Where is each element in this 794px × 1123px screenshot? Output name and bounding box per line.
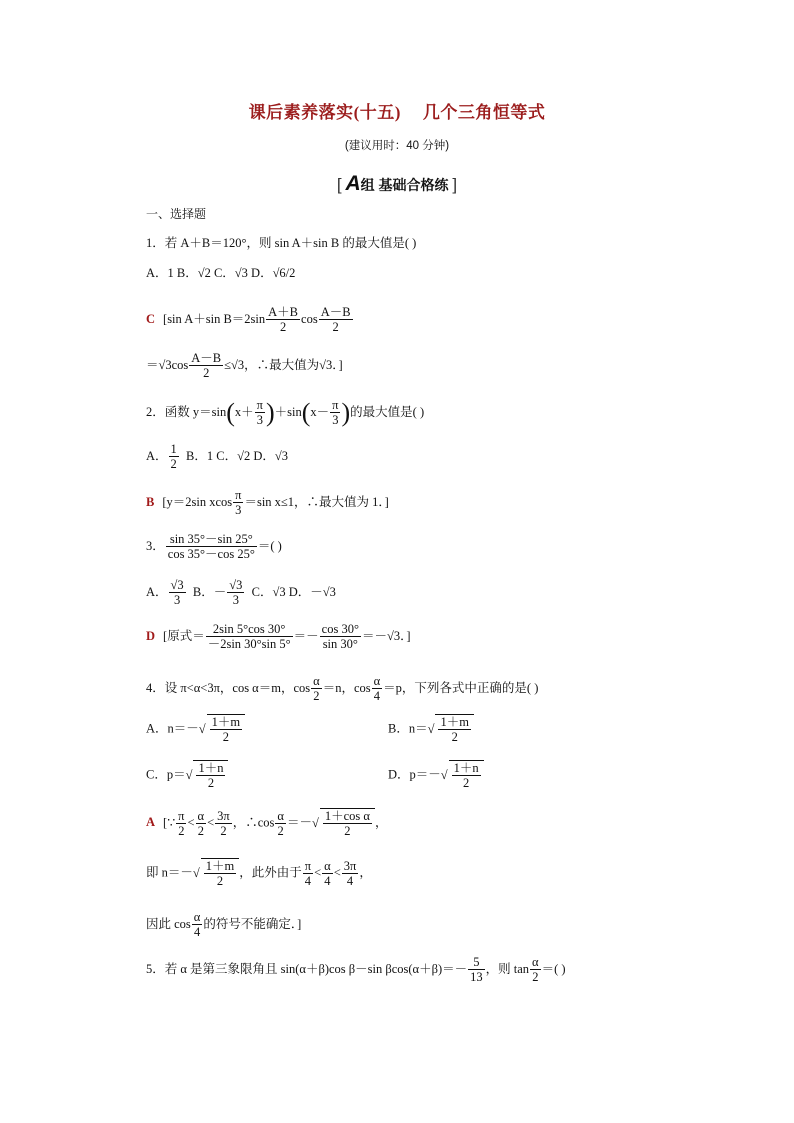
q1-solution-line1: C [sin A＋sin B＝2sin $\frac{A+B}{2}$ cos $\frac{A-B}{2}$ (146, 305, 351, 335)
q4-stem: 4．设 π<α<3π，cos α＝m，cos $\frac{\alpha}{2}$ ＝n，cos $\frac{\alpha}{4}$ ＝p，下列各式中正确的是( ) (146, 674, 539, 704)
fraction: $\frac{√3}{3}$ (170, 578, 184, 608)
q4-solution-line1: A [∵ $\frac{\pi}{2}$ < $\frac{\alpha}{2}$ < $\frac{3\pi}{2}$ ，∴cos $\frac{\alpha}{2}$ ＝－√ $\frac{\text{1＋cos α}}{2}$ ， (146, 808, 388, 839)
q2-stem: 2．函数 y＝sin(x＋ $\frac{\pi}{3}$ )＋sin(x－ $\frac{\pi}{3}$ )的最大值是( ) (146, 397, 425, 428)
q4-solution-line2: 即 n＝－√ $\frac{1+m}{2}$ ，此外由于 $\frac{\pi}{4}$ < $\frac{\alpha}{4}$ < $\frac{3\pi}{4}$ ， (146, 858, 372, 889)
q4-option-a: A．n＝－√ $\frac{1+m}{2}$ (146, 714, 245, 745)
q4-option-c: C．p＝√ $\frac{1+n}{2}$ (146, 760, 228, 791)
sqrt: √ $\frac{1+n}{2}$ (441, 760, 484, 791)
page-title (0, 98, 794, 123)
fraction: $\frac{1}{2}$ (170, 442, 177, 472)
q4-solution-line3: 因此 cos $\frac{\alpha}{4}$ 的符号不能确定．] (146, 910, 302, 940)
fraction: $\frac{5}{13}$ (470, 955, 483, 985)
group-heading: [ A组 基础合格练 ] (336, 172, 458, 195)
fraction: $\frac{\pi}{3}$ (256, 398, 263, 428)
q4-option-b: B．n＝√ $\frac{1+m}{2}$ (388, 714, 474, 745)
q3-stem: 3． $\frac{\sin 35^\circ-\sin 25^\circ}{\cos 35^\circ-\cos 25^\circ}$ ＝( ) (146, 532, 282, 562)
q1-solution-line2: ＝√3cos $\frac{A-B}{2}$ ≤√3，∴最大值为√3．] (146, 351, 343, 381)
fraction: $\frac{A-B}{2}$ (191, 351, 222, 381)
time-note: (建议用时：40 分钟) (344, 140, 450, 152)
sqrt: √ $\frac{1+m}{2}$ (193, 858, 239, 889)
fraction: $\frac{\pi}{3}$ (332, 398, 339, 428)
section-label: 一、选择题 (146, 207, 207, 221)
title-main: 课后素养落实(十五) (248, 103, 401, 122)
fraction: $\frac{√3}{3}$ (229, 578, 243, 608)
q3-answer: D (146, 628, 156, 643)
q3-solution: D [原式＝ $\frac{2\sin 5^\circ\cos 30^\circ}{-2\sin 30^\circ\sin 5^\circ}$ ＝－ $\frac{\cos 30^\circ}{\sin 30^\circ}$ ＝－√3．] (146, 622, 411, 652)
fraction: $\frac{A-B}{2}$ (320, 305, 351, 335)
q3-options: A． $\frac{√3}{3}$ B．－ $\frac{√3}{3}$ C．√3 D．－√3 (146, 578, 336, 608)
sqrt: √ $\frac{\text{1＋cos α}}{2}$ (312, 808, 375, 839)
q1-options: A．1 B．√2 C．√3 D．√6/2 (146, 266, 296, 280)
q2-options: A． $\frac{1}{2}$ B．1 C．√2 D．√3 (146, 442, 288, 472)
fraction: $\frac{\sin 35^\circ-\sin 25^\circ}{\cos 35^\circ-\cos 25^\circ}$ (167, 532, 255, 562)
fraction: $\frac{\pi}{3}$ (235, 488, 242, 518)
sqrt: √ $\frac{1+m}{2}$ (428, 714, 474, 745)
q1-stem: 1．若 A＋B＝120°，则 sin A＋sin B 的最大值是( ) (146, 236, 417, 250)
q2-solution: B [y＝2sin xcos $\frac{\pi}{3}$ ＝sin x≤1，∴最大值为 1．] (146, 488, 389, 518)
sqrt: √ $\frac{1+m}{2}$ (199, 714, 245, 745)
q5-stem: 5．若 α 是第三象限角且 sin(α＋β)cos β－sin βcos(α＋β)＝－ $\frac{5}{13}$ ，则 tan $\frac{\alpha}{2}$ ＝( ) (146, 955, 566, 985)
q1-sol-text: [sin A＋sin B＝2sin (163, 311, 266, 326)
fraction: $\frac{\alpha}{2}$ (313, 674, 320, 704)
fraction: $\frac{\alpha}{2}$ (532, 955, 539, 985)
q2-answer: B (146, 494, 155, 509)
fraction: $\frac{\cos 30^\circ}{\sin 30^\circ}$ (321, 622, 359, 652)
group-letter: A (345, 172, 361, 195)
q4-option-d: D．p＝－√ $\frac{1+n}{2}$ (388, 760, 484, 791)
fraction: $\frac{2\sin 5^\circ\cos 30^\circ}{-2\sin 30^\circ\sin 5^\circ}$ (207, 622, 291, 652)
q1-answer: C (146, 311, 156, 326)
sqrt: √ $\frac{1+n}{2}$ (186, 760, 229, 791)
fraction: $\frac{A+B}{2}$ (268, 305, 299, 335)
fraction: $\frac{\alpha}{4}$ (373, 674, 381, 704)
q4-answer: A (146, 815, 156, 830)
group-text: 组 基础合格练 (360, 177, 449, 193)
title-topic: 几个三角恒等式 (422, 103, 546, 122)
